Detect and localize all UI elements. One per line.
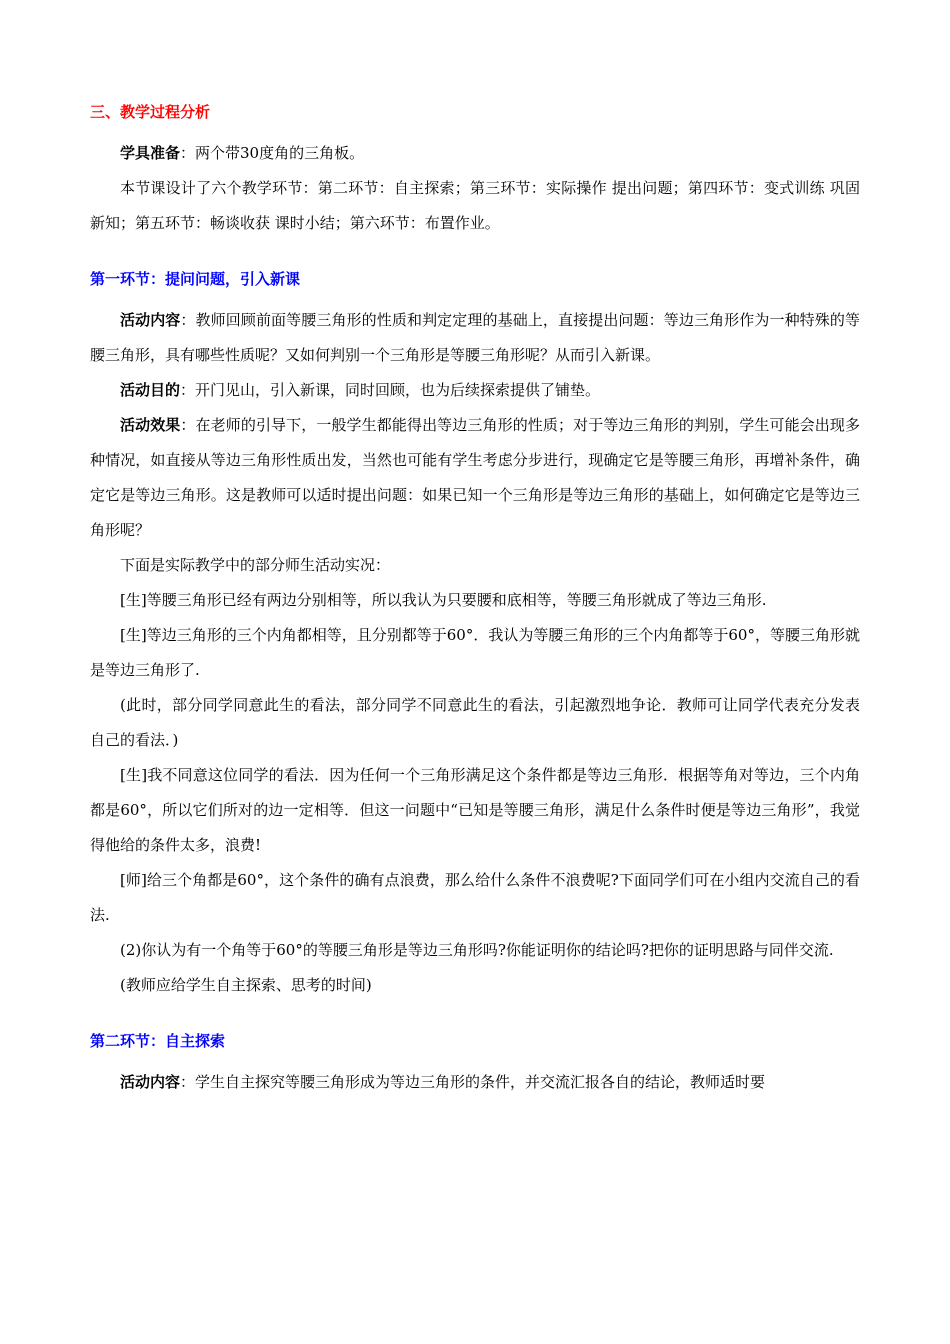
spacer	[90, 128, 860, 136]
paragraph-record-intro: 下面是实际教学中的部分师生活动实况：	[120, 556, 391, 574]
paragraph-tools	[90, 136, 860, 171]
label-activity-purpose: 活动目的	[120, 381, 181, 399]
label-activity-content: 活动内容	[120, 311, 181, 329]
text-activity-content-2: ：学生自主探究等腰三角形成为等边三角形的条件，并交流汇报各自的结论，教师适时要	[180, 1073, 766, 1091]
paragraph-student-2: [生]等边三角形的三个内角都相等，且分别都等于60°．我认为等腰三角形的三个内角都等于60°，等腰三角形就是等边三角形了.	[90, 626, 860, 679]
text-tools: ：两个带30度角的三角板。	[180, 144, 365, 162]
paragraph-student-3: [生]我不同意这位同学的看法．因为任何一个三角形满足这个条件都是等边三角形．根据等角对等边，三个内角都是60°，所以它们所对的边一定相等．但这一问题中“已知是等腰三角形，满足什么条件时便是等边三角形”，我觉得他给的条件太多，浪费!	[90, 766, 860, 854]
paragraph-teacher-1: [师]给三个角都是60°，这个条件的确有点浪费，那么给什么条件不浪费呢?下面同学们可在小组内交流自己的看法.	[90, 871, 860, 924]
paragraph-note-2: (教师应给学生自主探索、思考的时间)	[120, 976, 372, 994]
spacer	[90, 1057, 860, 1065]
label-activity-effect: 活动效果	[120, 416, 181, 434]
paragraph-step2-content	[90, 1065, 860, 1100]
paragraph-step1-content	[90, 303, 860, 373]
paragraph-question-2: (2)你认为有一个角等于60°的等腰三角形是等边三角形吗?你能证明你的结论吗?把你的证明思路与同伴交流.	[120, 941, 834, 959]
spacer	[90, 295, 860, 303]
spacer	[90, 1003, 860, 1025]
label-activity-content-2: 活动内容	[120, 1073, 181, 1091]
paragraph-step1-effect	[90, 408, 860, 548]
section-heading-teaching-process: 三、教学过程分析	[90, 103, 211, 121]
step2-heading: 第二环节：自主探索	[90, 1032, 226, 1050]
label-tools: 学具准备	[120, 144, 181, 162]
step1-heading: 第一环节：提问问题，引入新课	[90, 270, 301, 288]
paragraph-student-1: [生]等腰三角形已经有两边分别相等，所以我认为只要腰和底相等，等腰三角形就成了等边三角形.	[120, 591, 767, 609]
text-activity-purpose: ：开门见山，引入新课，同时回顾，也为后续探索提供了铺垫。	[180, 381, 601, 399]
text-activity-content: ：教师回顾前面等腰三角形的性质和判定定理的基础上，直接提出问题：等边三角形作为一种特殊的等腰三角形，具有哪些性质呢？又如何判别一个三角形是等腰三角形呢？从而引入新课。	[90, 311, 860, 364]
paragraph-step1-purpose	[90, 373, 860, 408]
spacer	[90, 241, 860, 263]
paragraph-note-1: (此时，部分同学同意此生的看法，部分同学不同意此生的看法，引起激烈地争论．教师可让同学代表充分发表自己的看法．)	[90, 696, 860, 749]
paragraph-design: 本节课设计了六个教学环节：第二环节：自主探索；第三环节：实际操作 提出问题；第四环节：变式训练 巩固新知；第五环节：畅谈收获 课时小结；第六环节：布置作业。	[90, 179, 860, 232]
text-activity-effect: ：在老师的引导下，一般学生都能得出等边三角形的性质；对于等边三角形的判别，学生可能会出现多种情况，如直接从等边三角形性质出发，当然也可能有学生考虑分步进行，现确定它是等腰三角形，再增补条件，确定它是等边三角形。这是教师可以适时提出问题：如果已知一个三角形是等边三角形的基础上，如何确定它是等边三角形呢？	[90, 416, 860, 539]
